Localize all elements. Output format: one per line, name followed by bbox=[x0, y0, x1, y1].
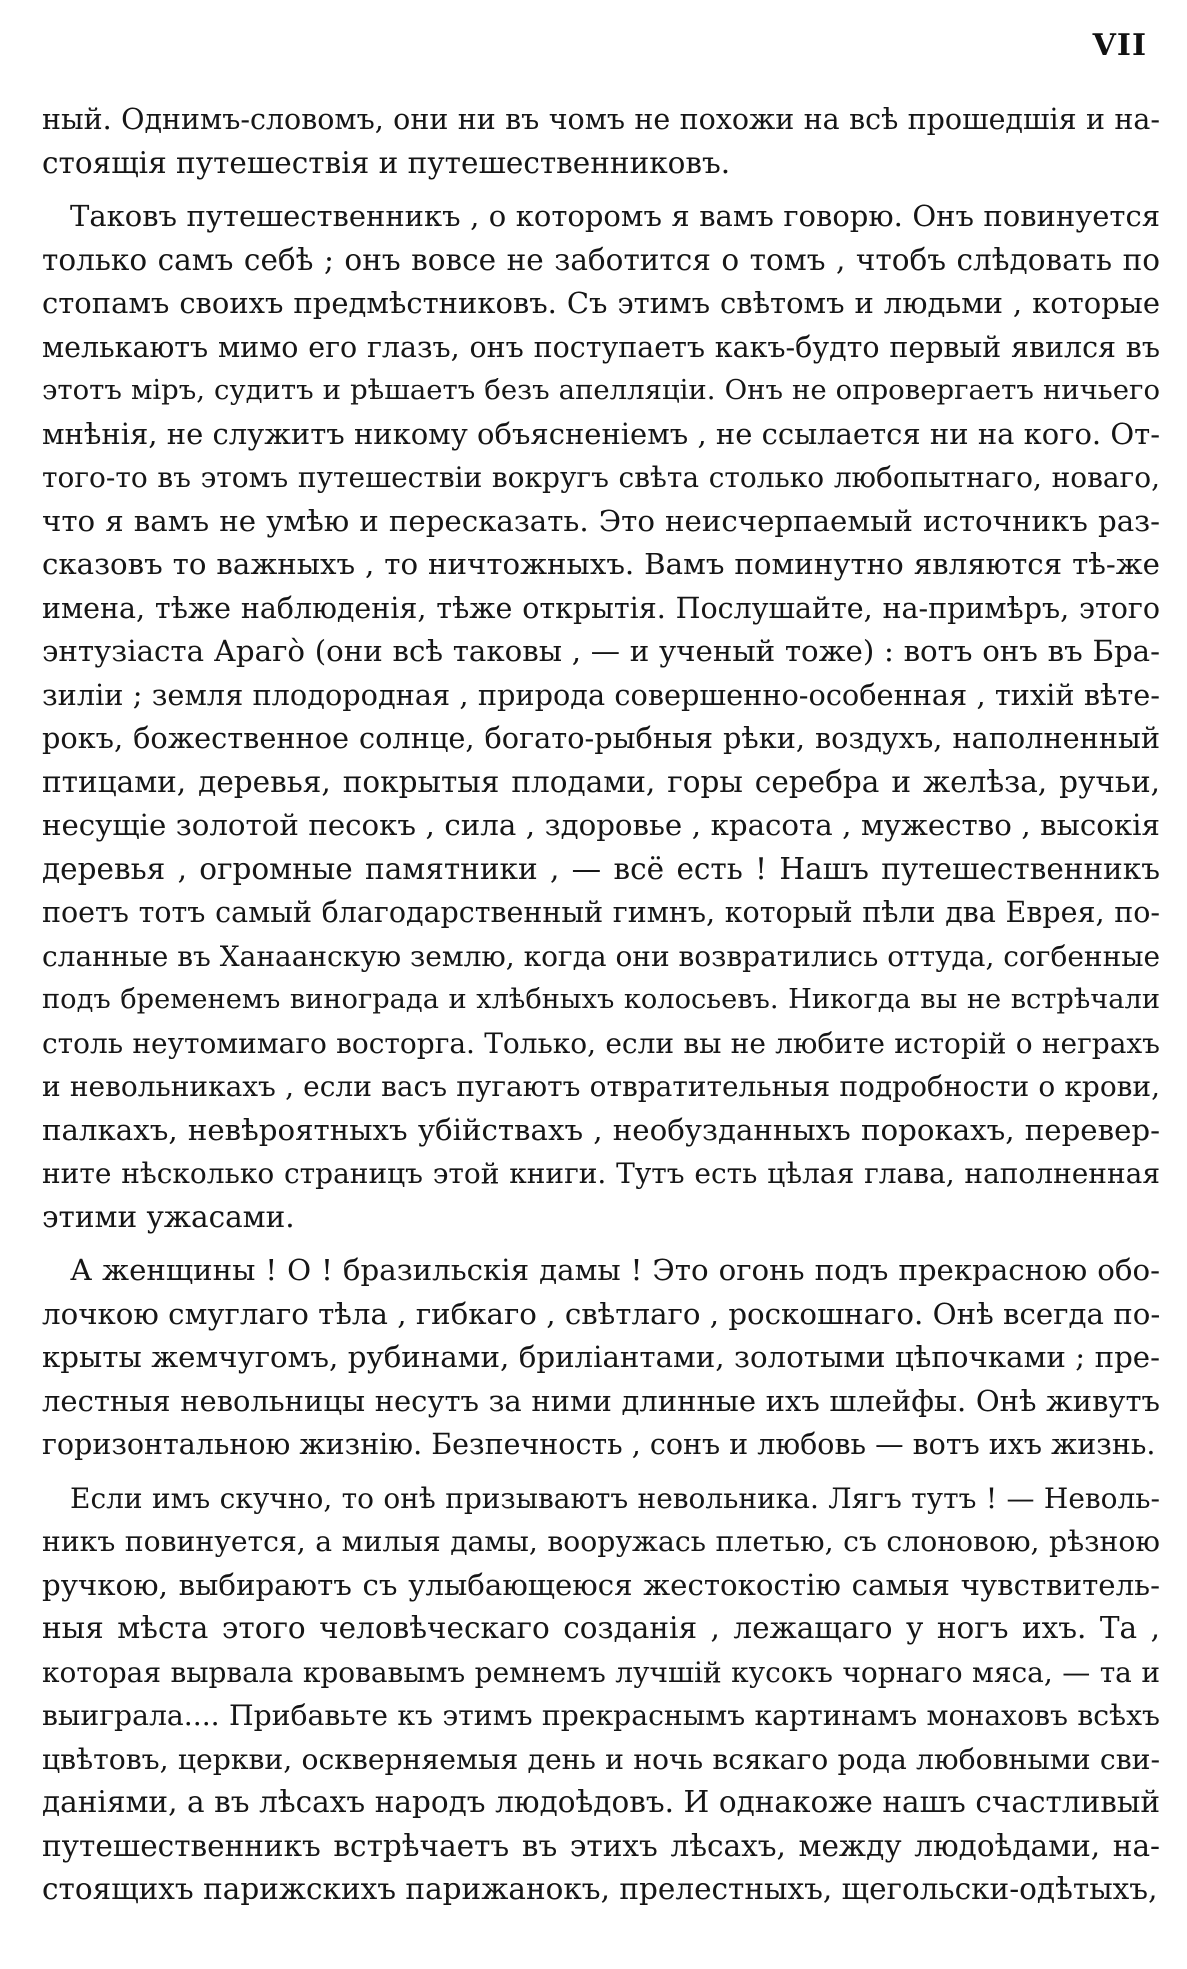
text-line: что я вамъ не умѣю и пересказать. Это неисчерпаемый источникъ раз- bbox=[42, 503, 1160, 538]
text-line: палкахъ, невѣроятныхъ убійствахъ , необузданныхъ порокахъ, перевер- bbox=[42, 1112, 1160, 1147]
text-line: стоящихъ парижскихъ парижанокъ, прелестныхъ, щегольски-одѣтыхъ, bbox=[42, 1872, 1158, 1906]
text-line: лестныя невольницы несутъ за ними длинные ихъ шлейфы. Онѣ живутъ bbox=[42, 1383, 1160, 1418]
text-line: зиліи ; земля плодородная , природа совершенно-особенная , тихій вѣте- bbox=[42, 677, 1160, 712]
text-line: горизонтальною жизнію. Безпечность , сонъ и любовь — вотъ ихъ жизнь. bbox=[42, 1428, 1156, 1461]
text-line: цвѣтовъ, церкви, оскверняемыя день и ночь всякаго рода любовными сви- bbox=[42, 1742, 1160, 1776]
text-line: поетъ тотъ самый благодарственный гимнъ, который пѣли два Еврея, по- bbox=[42, 896, 1160, 929]
text-line: энтузіаста Араго̀ (они всѣ таковы , — и ученый тоже) : вотъ онъ въ Бра- bbox=[42, 634, 1160, 668]
text-line: деревья , огромные памятники , — всё есть ! Нашъ путешественникъ bbox=[42, 851, 1160, 886]
text-line: стоящія путешествія и путешественниковъ. bbox=[42, 145, 731, 180]
text-line: ните нѣсколько страницъ этой книги. Тутъ есть цѣлая глава, наполненная bbox=[42, 1157, 1160, 1190]
page-number: VII bbox=[1092, 28, 1147, 63]
paragraph-gap bbox=[42, 1239, 1160, 1249]
text-line: столь неутомимаго восторга. Только, если вы не любите исторій о неграхъ bbox=[42, 1026, 1160, 1060]
text-line: этими ужасами. bbox=[42, 1199, 295, 1234]
text-line: Таковъ путешественникъ , о которомъ я вамъ говорю. Онъ повинуется bbox=[70, 199, 1160, 233]
paragraph bbox=[42, 98, 1160, 185]
text-line: даніями, а въ лѣсахъ народъ людоѣдовъ. И однакоже нашъ счастливый bbox=[42, 1785, 1160, 1819]
text-line: ный. Однимъ-словомъ, они ни въ чомъ не похожи на всѣ прошедшія и на- bbox=[42, 103, 1160, 136]
text-line: крыты жемчугомъ, рубинами, бриліантами, золотыми цѣпочками ; пре- bbox=[42, 1340, 1160, 1374]
text-line: только самъ себѣ ; онъ вовсе не заботится о томъ , чтобъ слѣдовать по bbox=[42, 242, 1160, 277]
text-line: подъ бременемъ винограда и хлѣбныхъ колосьевъ. Никогда вы не встрѣчали bbox=[42, 984, 1160, 1015]
text-line: и невольникахъ , если васъ пугаютъ отвратительныя подробности о крови, bbox=[42, 1070, 1160, 1103]
text-line: лочкою смуглаго тѣла , гибкаго , свѣтлаго , роскошнаго. Онѣ всегда по- bbox=[42, 1296, 1161, 1331]
paragraph-gap bbox=[42, 185, 1160, 195]
paragraph bbox=[42, 195, 1160, 1239]
paragraph bbox=[42, 1249, 1160, 1467]
text-line: птицами, деревья, покрытыя плодами, горы серебра и желѣза, ручьи, bbox=[42, 764, 1160, 799]
text-line: мнѣнія, не служитъ никому объясненіемъ , не ссылается ни на кого. От- bbox=[42, 416, 1160, 451]
paragraph bbox=[42, 1477, 1160, 1912]
text-line: ручкою, выбираютъ съ улыбающеюся жестокостію самыя чувствитель- bbox=[42, 1567, 1160, 1602]
text-line: никъ повинуется, а милыя дамы, вооружась плетью, съ слоновою, рѣзною bbox=[42, 1525, 1160, 1558]
text-line: имена, тѣже наблюденія, тѣже открытія. Послушайте, на-примѣръ, этого bbox=[42, 591, 1160, 625]
text-line: того-то въ этомъ путешествіи вокругъ свѣта столько любопытнаго, новаго, bbox=[42, 461, 1160, 494]
text-line: Если имъ скучно, то онѣ призываютъ невольника. Лягъ тутъ ! — Неволь- bbox=[70, 1481, 1160, 1515]
text-line: путешественникъ встрѣчаетъ въ этихъ лѣсахъ, между людоѣдами, на- bbox=[42, 1828, 1160, 1863]
text-line: стопамъ своихъ предмѣстниковъ. Съ этимъ свѣтомъ и людьми , которые bbox=[42, 286, 1160, 320]
text-line: мелькаютъ мимо его глазъ, онъ поступаетъ какъ-будто первый явился въ bbox=[42, 330, 1160, 364]
text-line: сланные въ Ханаанскую землю, когда они возвратились оттуда, согбенные bbox=[42, 939, 1161, 973]
paragraph-gap bbox=[42, 1467, 1160, 1477]
text-line: этотъ міръ, судитъ и рѣшаетъ безъ апелляціи. Онъ не опровергаетъ ничьего bbox=[42, 374, 1160, 406]
body-text bbox=[42, 98, 1160, 1912]
text-line: А женщины ! О ! бразильскія дамы ! Это огонь подъ прекрасною обо- bbox=[70, 1253, 1160, 1287]
text-line: ныя мѣста этого человѣческаго созданія , лежащаго у ногъ ихъ. Та , bbox=[42, 1611, 1160, 1645]
text-line: выиграла.... Прибавьте къ этимъ прекраснымъ картинамъ монаховъ всѣхъ bbox=[42, 1699, 1160, 1732]
text-line: несущіе золотой песокъ , сила , здоровье , красота , мужество , высокія bbox=[42, 808, 1160, 842]
text-line: которая вырвала кровавымъ ремнемъ лучшій кусокъ чорнаго мяса, — та и bbox=[42, 1655, 1160, 1689]
text-line: рокъ, божественное солнце, богато-рыбныя рѣки, воздухъ, наполненный bbox=[42, 721, 1160, 755]
text-line: сказовъ то важныхъ , то ничтожныхъ. Вамъ поминутно являются тѣ-же bbox=[42, 547, 1160, 581]
